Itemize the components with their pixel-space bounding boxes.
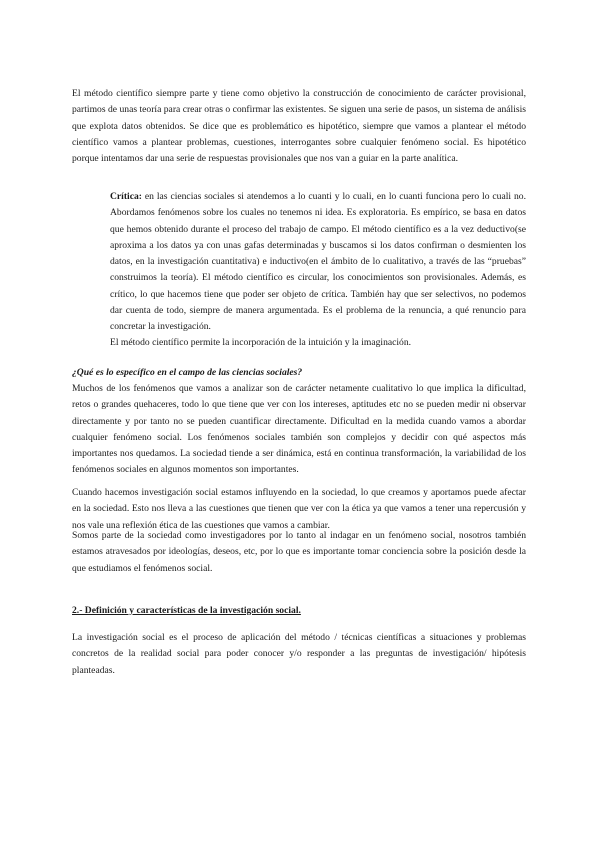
- critica-paragraph: [110, 189, 526, 336]
- ethics-paragraph: Cuando hacemos investigación social estamos influyendo en la sociedad, lo que creamos y aportamos puede afectar en la sociedad. Esto nos lleva a las cuestiones que tienen que ver con la ética ya que vamos a tener una repercusión y nos vale una reflexión ética de las cuestiones que vamos a cambiar.: [72, 487, 526, 531]
- critica-label: Crítica:: [110, 191, 142, 202]
- section-2-heading: 2.- Definición y características de la investigación social.: [72, 605, 301, 616]
- definition-paragraph: La investigación social es el proceso de aplicación del método / técnicas científicas a situaciones y problemas concretos de la realidad social para poder conocer y/o responder a las preguntas de investigación/ hipótesis planteadas.: [72, 632, 526, 676]
- critica-closing-line: El método científico permite la incorporación de la intuición y la imaginación.: [110, 337, 412, 348]
- question-heading: ¿Qué es lo específico en el campo de las ciencias sociales?: [72, 367, 303, 378]
- specificity-paragraph: Muchos de los fenómenos que vamos a analizar son de carácter netamente cualitativo lo que implica la dificultad, retos o grandes quehaceres, todo lo que tiene que ver con los intereses, aptitudes etc no se pueden medir ni observar directamente y por tanto no se pueden cuantificar directamente. Dificultad en la medida cuando vamos a abordar cualquier fenómeno social. Los fenómenos sociales también son complejos y decidir con qué aspectos más importantes nos quedamos. La sociedad tiende a ser dinámica, está en continua transformación, la variabilidad de los fenómenos sociales en algunos momentos son importantes.: [72, 383, 526, 476]
- intro-paragraph: El método científico siempre parte y tiene como objetivo la construcción de conocimiento de carácter provisional, partimos de unas teoría para crear otras o confirmar las existentes. Se siguen una serie de pasos, un sistema de análisis que explota datos obtenidos. Se dice que es problemático es hipotético, siempre que vamos a plantear el método científico vamos a plantear problemas, cuestiones, interrogantes sobre cualquier fenómeno social. Es hipotético porque intentamos dar una serie de respuestas provisionales que nos van a guiar en la parte analítica.: [72, 88, 526, 165]
- critica-text: en las ciencias sociales si atendemos a lo cuanti y lo cuali, en lo cuanti funciona pero lo cuali no. Abordamos fenómenos sobre los cuales no tenemos ni idea. Es exploratoria. Es empírico, se basa en datos que hemos obtenido durante el proceso del trabajo de campo. El método científico es a la vez deductivo(se aproxima a los datos ya con unas gafas determinadas y buscamos si los datos confirman o desmienten los datos, en la investigación cuantitativa) e inductivo(en el ámbito de lo cualitativo, a través de las “pruebas” construimos la teoría). El método científico es circular, los conocimientos son provisionales. Además, es crítico, lo que hacemos tiene que poder ser objeto de crítica. También hay que ser selectivos, no podemos dar cuenta de todo, siempre de manera argumentada. Es el problema de la renuncia, a qué renuncio para concretar la investigación.: [110, 191, 526, 333]
- position-paragraph: Somos parte de la sociedad como investigadores por lo tanto al indagar en un fenómeno social, nosotros también estamos atravesados por ideologías, deseos, etc, por lo que es importante tomar conciencia sobre la posición desde la que estudiamos el fenómenos social.: [72, 530, 526, 574]
